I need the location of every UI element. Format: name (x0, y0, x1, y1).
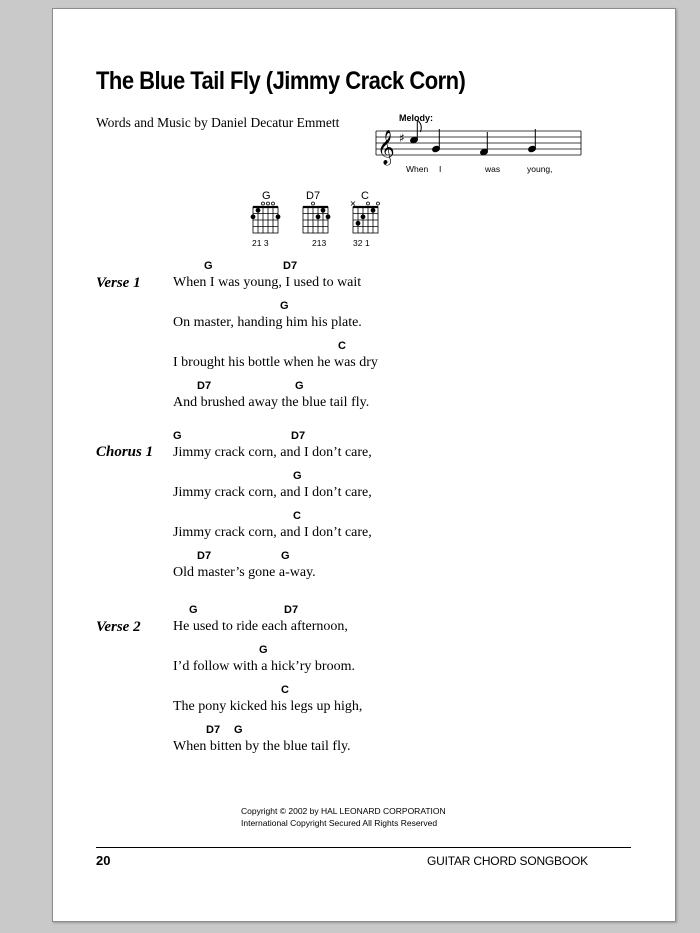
chord-symbol: C (338, 340, 346, 352)
lyric-line: Old master’s gone a-way. (173, 565, 316, 580)
lyric-line: I’d follow with a hick’ry broom. (173, 659, 355, 674)
chord-symbol: G (204, 260, 213, 272)
chord-symbol: C (293, 510, 301, 522)
copyright-line: International Copyright Secured All Rights Reserved (241, 818, 438, 828)
melody-word: was (485, 164, 501, 174)
chord-symbol: G (281, 550, 290, 562)
chord-diagram-name: C (361, 190, 369, 202)
lyric-line: When I was young, I used to wait (173, 275, 362, 290)
lyric-line: I brought his bottle when he was dry (173, 355, 378, 370)
melody-word: When (406, 164, 429, 174)
chord-diagram-d7 (299, 202, 333, 238)
chord-symbol: G (295, 380, 304, 392)
chord-symbol: D7 (284, 604, 299, 616)
lyric-line: And brushed away the blue tail fly. (173, 395, 370, 410)
page-number: 20 (96, 853, 111, 868)
chord-symbol: G (280, 300, 289, 312)
song-title: The Blue Tail Fly (Jimmy Crack Corn) (96, 67, 466, 95)
section-label: Verse 1 (96, 275, 141, 291)
melody-word: I (439, 164, 442, 174)
treble-clef-icon: 𝄞 (377, 130, 395, 165)
sharp-icon: ♯ (399, 131, 405, 145)
chord-symbol: G (189, 604, 198, 616)
footer-rule (96, 847, 631, 848)
lyric-line: When bitten by the blue tail fly. (173, 739, 351, 754)
chord-symbol: C (281, 684, 289, 696)
lyric-line: He used to ride each afternoon, (173, 619, 348, 634)
chord-fingering: 213 (312, 238, 327, 248)
chord-fingering: 21 3 (252, 238, 269, 248)
chord-symbol: G (234, 724, 243, 736)
lyric-line: Jimmy crack corn, and I don’t care, (173, 525, 372, 540)
chord-symbol: D7 (197, 380, 212, 392)
song-credit: Words and Music by Daniel Decatur Emmett (96, 115, 340, 130)
chord-diagram-c (349, 202, 383, 238)
melody-staff (376, 125, 586, 165)
chord-fingering: 32 1 (353, 238, 370, 248)
lyric-line: Jimmy crack corn, and I don’t care, (173, 485, 372, 500)
lyric-line: On master, handing him his plate. (173, 315, 362, 330)
chord-symbol: D7 (197, 550, 212, 562)
chord-symbol: D7 (206, 724, 221, 736)
section-label: Verse 2 (96, 619, 141, 635)
lyric-line: The pony kicked his legs up high, (173, 699, 363, 714)
chord-symbol: D7 (291, 430, 306, 442)
chord-symbol: G (173, 430, 182, 442)
chord-diagram-g (249, 202, 283, 238)
chord-diagram-name: G (262, 190, 271, 202)
chord-diagram-name: D7 (306, 190, 321, 202)
copyright-line: Copyright © 2002 by HAL LEONARD CORPORATION (241, 806, 446, 816)
chord-symbol: D7 (283, 260, 298, 272)
melody-label: Melody: (399, 113, 434, 123)
chord-symbol: G (259, 644, 268, 656)
section-label: Chorus 1 (96, 444, 154, 460)
melody-word: young, (527, 164, 553, 174)
chord-symbol: G (293, 470, 302, 482)
sheet-music-page (52, 8, 676, 922)
lyric-line: Jimmy crack corn, and I don’t care, (173, 445, 372, 460)
book-title: GUITAR CHORD SONGBOOK (427, 854, 588, 868)
